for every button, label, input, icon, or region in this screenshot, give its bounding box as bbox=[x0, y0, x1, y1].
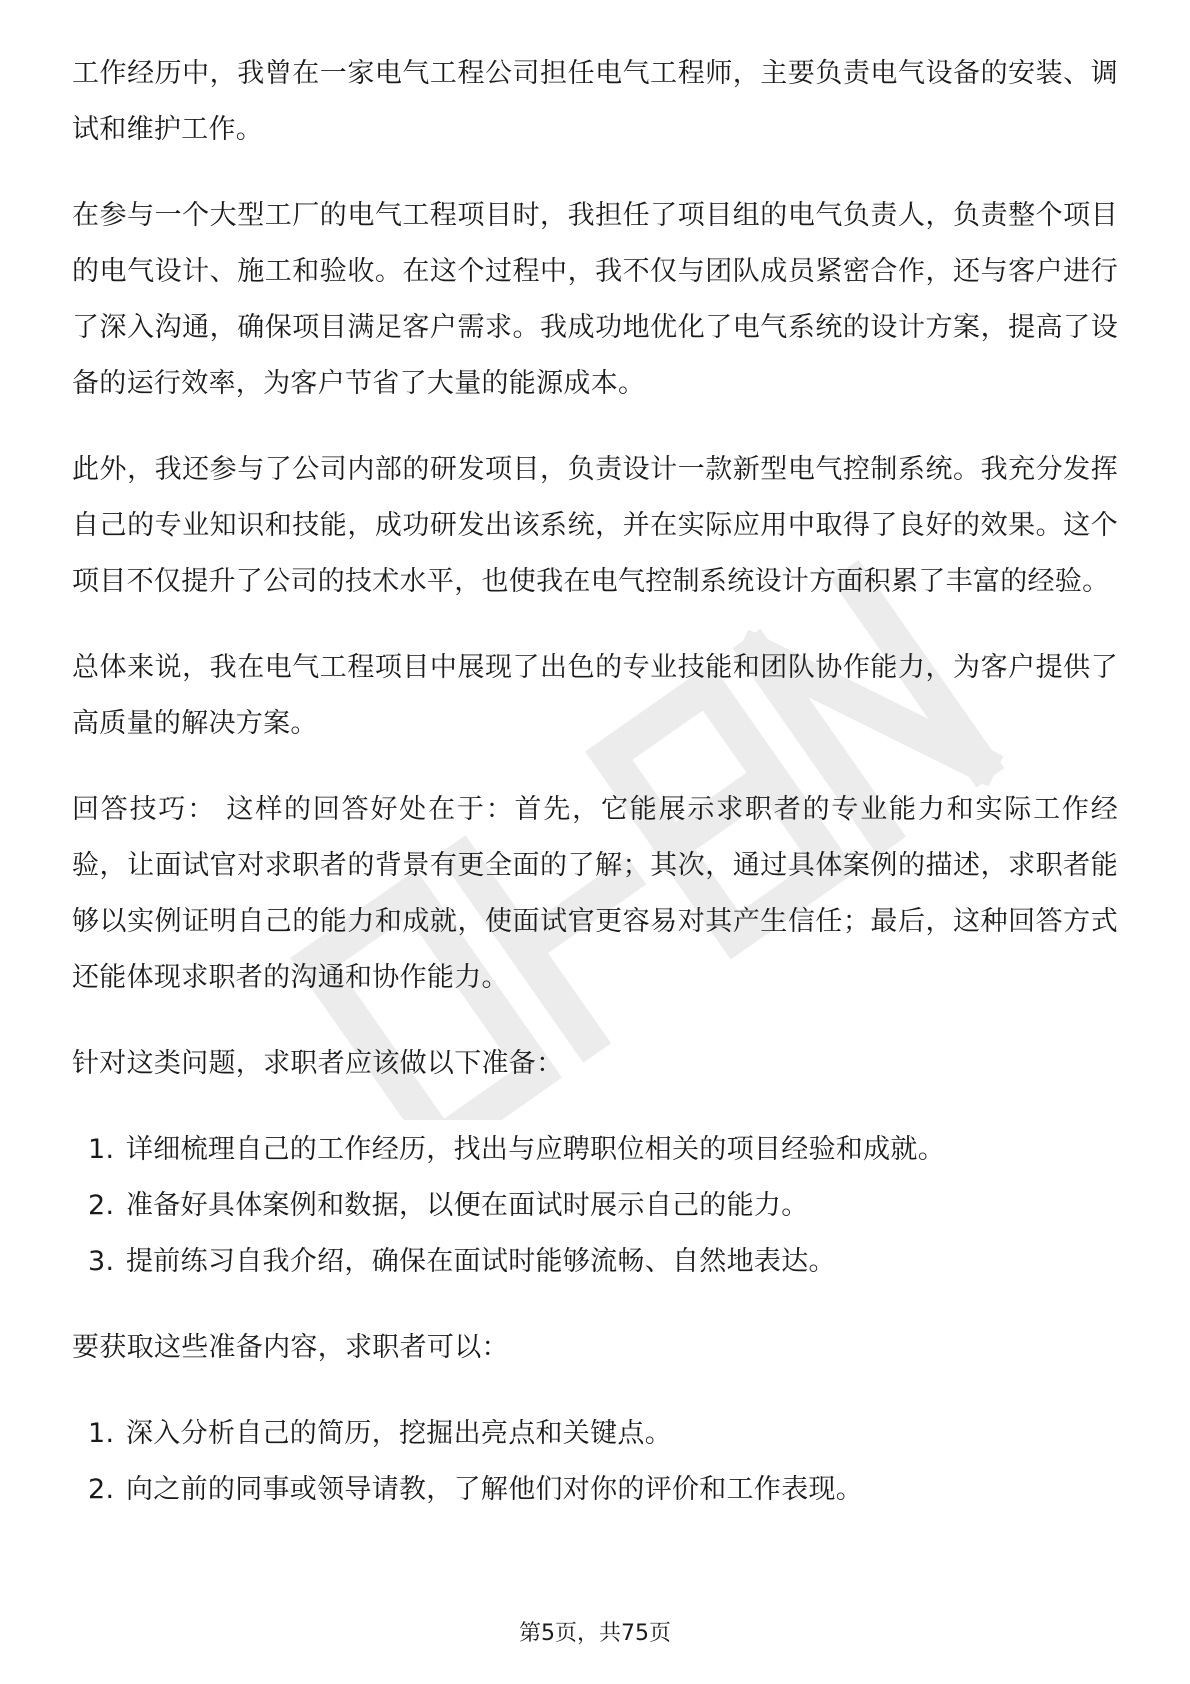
list-item bbox=[72, 1178, 1118, 1234]
list-number: 2. bbox=[88, 1474, 115, 1505]
preparation-list bbox=[72, 1122, 1118, 1290]
page-number-footer: 第5页，共75页 bbox=[519, 1621, 671, 1646]
list-item bbox=[72, 1234, 1118, 1290]
paragraph-work-experience: 工作经历中，我曾在一家电气工程公司担任电气工程师，主要负责电气设备的安装、调试和维护工作。 bbox=[72, 58, 1118, 145]
list-item bbox=[72, 1406, 1118, 1462]
paragraph-obtain-intro: 要获取这些准备内容，求职者可以： bbox=[72, 1332, 509, 1363]
paragraph-preparation-intro: 针对这类问题，求职者应该做以下准备： bbox=[72, 1048, 564, 1079]
list-item-text: 深入分析自己的简历，挖掘出亮点和关键点。 bbox=[126, 1418, 672, 1449]
list-item-text: 详细梳理自己的工作经历，找出与应聘职位相关的项目经验和成就。 bbox=[126, 1134, 945, 1165]
paragraph-rnd-project: 此外，我还参与了公司内部的研发项目，负责设计一款新型电气控制系统。我充分发挥自己的专业知识和技能，成功研发出该系统，并在实际应用中取得了良好的效果。这个项目不仅提升了公司的技术水平，也使我在电气控制系统设计方面积累了丰富的经验。 bbox=[72, 454, 1118, 597]
list-item-text: 向之前的同事或领导请教，了解他们对你的评价和工作表现。 bbox=[126, 1474, 864, 1505]
main-content bbox=[72, 46, 1118, 1548]
paragraph-answer-tips: 回答技巧： 这样的回答好处在于：首先，它能展示求职者的专业能力和实际工作经验，让面试官对求职者的背景有更全面的了解；其次，通过具体案例的描述，求职者能够以实例证明自己的能力和成就，使面试官更容易对其产生信任；最后，这种回答方式还能体现求职者的沟通和协作能力。 bbox=[72, 794, 1118, 993]
obtain-list bbox=[72, 1406, 1118, 1518]
list-item bbox=[72, 1462, 1118, 1518]
paragraph-project-details: 在参与一个大型工厂的电气工程项目时，我担任了项目组的电气负责人，负责整个项目的电气设计、施工和验收。在这个过程中，我不仅与团队成员紧密合作，还与客户进行了深入沟通，确保项目满足客户需求。我成功地优化了电气系统的设计方案，提高了设备的运行效率，为客户节省了大量的能源成本。 bbox=[72, 200, 1118, 399]
list-number: 3. bbox=[88, 1246, 115, 1277]
list-item-text: 提前练习自我介绍，确保在面试时能够流畅、自然地表达。 bbox=[126, 1246, 836, 1277]
list-item bbox=[72, 1122, 1118, 1178]
list-item-text: 准备好具体案例和数据，以便在面试时展示自己的能力。 bbox=[126, 1190, 809, 1221]
paragraph-summary: 总体来说，我在电气工程项目中展现了出色的专业技能和团队协作能力，为客户提供了高质量的解决方案。 bbox=[72, 652, 1118, 739]
list-number: 1. bbox=[88, 1418, 115, 1449]
list-number: 1. bbox=[88, 1134, 115, 1165]
list-number: 2. bbox=[88, 1190, 115, 1221]
